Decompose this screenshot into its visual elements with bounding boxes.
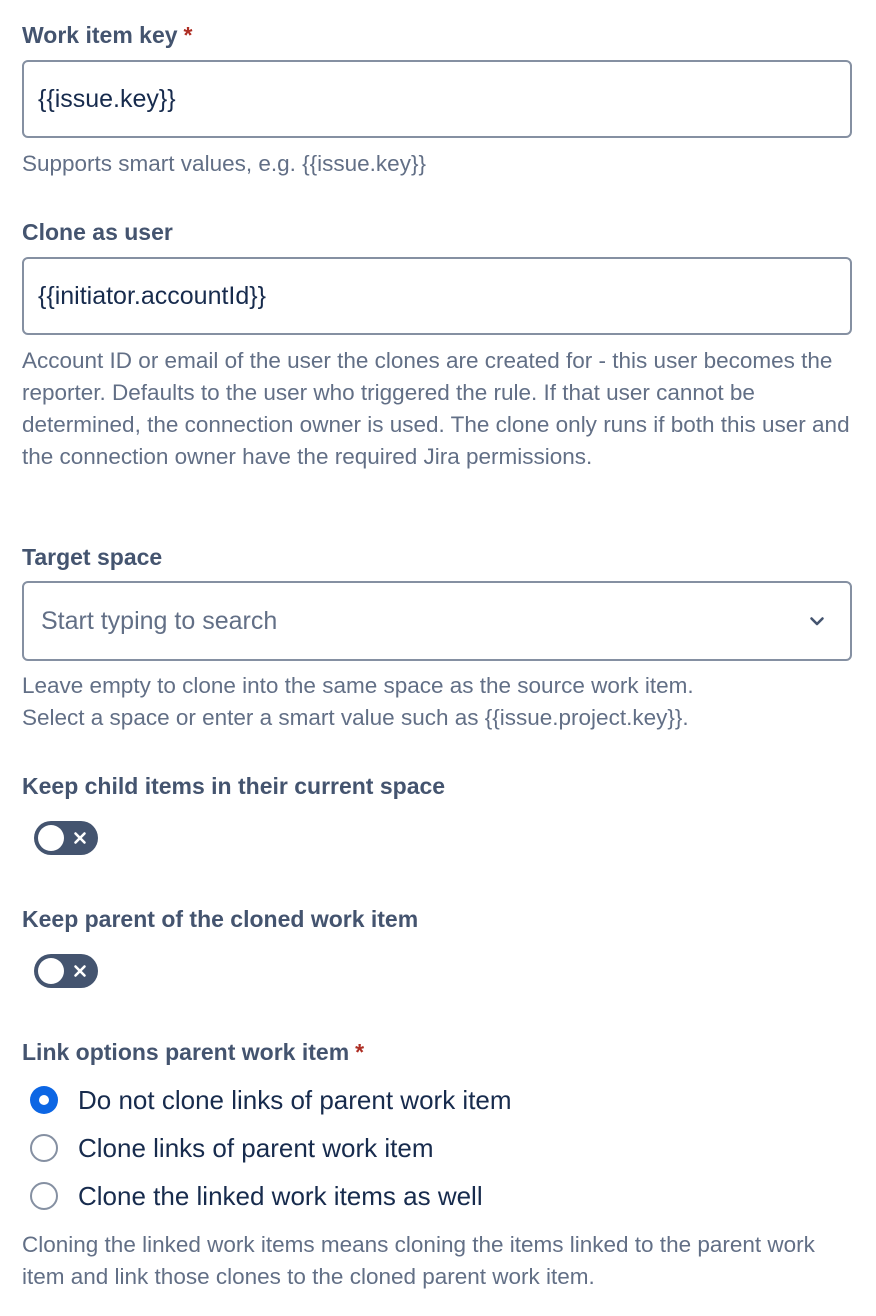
- chevron-down-icon[interactable]: [808, 612, 826, 630]
- required-mark: *: [183, 22, 193, 48]
- radio-option-label: Clone the linked work items as well: [78, 1180, 483, 1211]
- clone-as-user-helper: Account ID or email of the user the clones are created for - this user becomes the reporter. Defaults to the user who triggered the rule. If that user cannot be determined, the connection owner is used. The clone only runs if both this user and the connection owner have the required Jira permissions.: [22, 348, 850, 469]
- radio-option-clone-linked-items[interactable]: [30, 1176, 483, 1216]
- work-item-key-input[interactable]: [22, 60, 852, 138]
- toggle-knob: [38, 958, 64, 984]
- target-space-search-input[interactable]: [22, 581, 852, 661]
- keep-child-items-label: Keep child items in their current space: [22, 773, 446, 799]
- link-options-label-text: Link options parent work item: [22, 1039, 350, 1065]
- target-space-label: Target space: [22, 544, 163, 570]
- link-options-helper: Cloning the linked work items means cloning the items linked to the parent work item and link those clones to the cloned parent work item.: [22, 1232, 815, 1289]
- radio-option-clone-links[interactable]: [30, 1128, 433, 1168]
- radio-button-selected[interactable]: [30, 1086, 58, 1114]
- link-options-label: [22, 1037, 364, 1067]
- close-icon: [72, 963, 88, 979]
- work-item-key-label: [22, 20, 192, 50]
- required-mark: *: [355, 1039, 365, 1065]
- radio-button[interactable]: [30, 1182, 58, 1210]
- radio-option-label: Clone links of parent work item: [78, 1132, 434, 1163]
- keep-parent-label: Keep parent of the cloned work item: [22, 906, 419, 932]
- keep-parent-toggle[interactable]: [34, 954, 98, 988]
- clone-as-user-input[interactable]: [22, 257, 852, 335]
- close-icon: [72, 830, 88, 846]
- target-space-helper-line-2: Select a space or enter a smart value such as {{issue.project.key}}.: [22, 705, 689, 730]
- clone-as-user-label: Clone as user: [22, 219, 173, 245]
- radio-option-do-not-clone-links[interactable]: [30, 1080, 512, 1120]
- toggle-knob: [38, 825, 64, 851]
- keep-child-items-toggle[interactable]: [34, 821, 98, 855]
- target-space-select[interactable]: [22, 581, 852, 661]
- work-item-key-label-text: Work item key: [22, 22, 178, 48]
- target-space-helper-line-1: Leave empty to clone into the same space as the source work item.: [22, 673, 694, 698]
- radio-button[interactable]: [30, 1134, 58, 1162]
- work-item-key-helper: Supports smart values, e.g. {{issue.key}}: [22, 151, 426, 176]
- radio-option-label: Do not clone links of parent work item: [78, 1084, 512, 1115]
